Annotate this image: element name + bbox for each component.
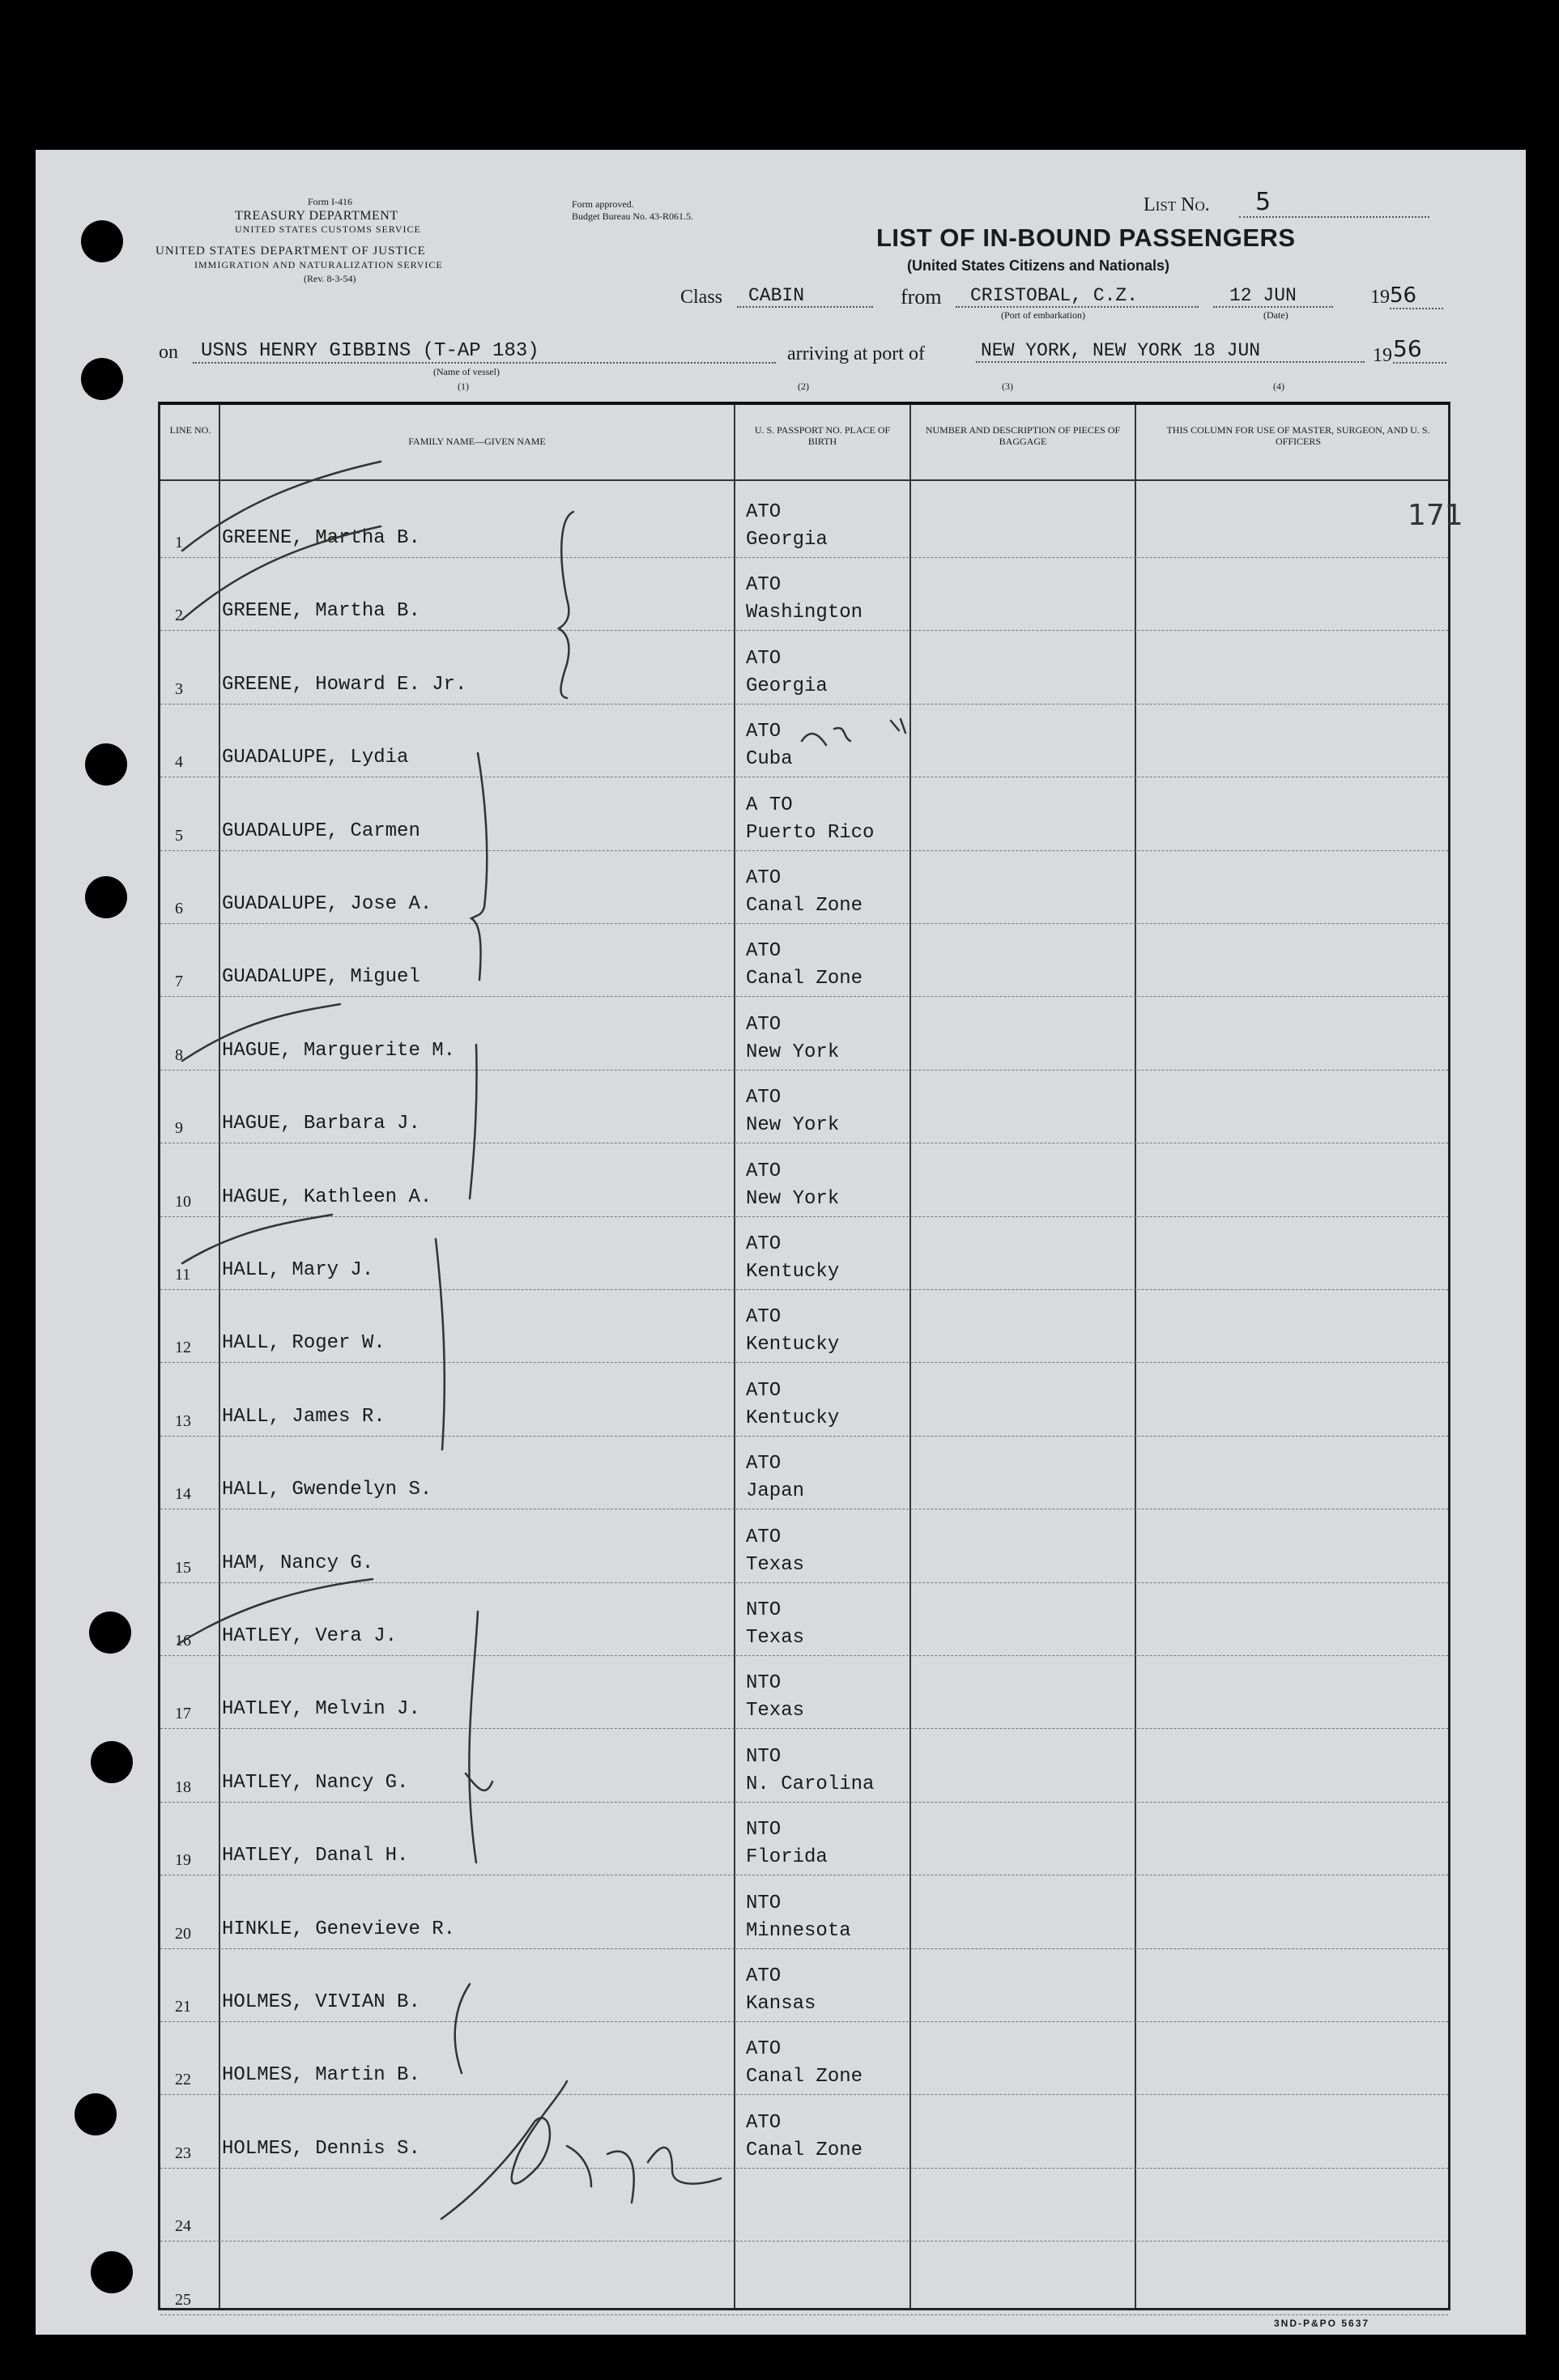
passport-code: ATO: [746, 1013, 782, 1036]
table-row: [160, 484, 1448, 558]
passenger-name: HATLEY, Vera J.: [222, 1625, 398, 1647]
passenger-name: HAGUE, Barbara J.: [222, 1113, 420, 1135]
passport-code: ATO: [746, 1453, 782, 1475]
passport-birthplace: [746, 1670, 804, 1725]
table-row: [160, 1509, 1448, 1583]
passport-code: ATO: [746, 1526, 782, 1548]
place-of-birth: Canal Zone: [746, 968, 863, 990]
passenger-name: HATLEY, Danal H.: [222, 1845, 409, 1867]
passport-birthplace: [746, 1158, 839, 1213]
passport-birthplace: [746, 1743, 874, 1799]
passenger-name: GREENE, Martha B.: [222, 527, 420, 549]
on-label: on: [159, 342, 178, 363]
col-number-2: (2): [798, 381, 809, 392]
line-number: 1: [175, 534, 183, 551]
passport-birthplace: [746, 1597, 804, 1652]
arrival-year: 56: [1393, 335, 1446, 364]
passport-birthplace: [746, 1377, 839, 1433]
table-row: [160, 1802, 1448, 1875]
place-of-birth: N. Carolina: [746, 1773, 875, 1795]
line-number: 4: [175, 753, 183, 772]
line-number: 10: [175, 1192, 191, 1211]
passenger-name: HOLMES, VIVIAN B.: [222, 1991, 420, 2013]
place-of-birth: New York: [746, 1114, 840, 1137]
place-of-birth: Florida: [746, 1846, 828, 1869]
passport-code: ATO: [746, 574, 782, 597]
table-row: [160, 2095, 1448, 2169]
passport-code: NTO: [746, 1745, 782, 1768]
passport-birthplace: [746, 792, 874, 847]
punch-hole: [75, 2093, 117, 2135]
line-number: 6: [175, 900, 183, 918]
place-of-birth: Kentucky: [746, 1334, 840, 1356]
date-value: 12 JUN: [1213, 285, 1333, 308]
table-row: [160, 1582, 1448, 1656]
table-row: [160, 631, 1448, 705]
passport-birthplace: [746, 1816, 828, 1871]
place-of-birth: Canal Zone: [746, 2066, 863, 2088]
column-header-officers: THIS COLUMN FOR USE OF MASTER, SURGEON, AND U. S. OFFICERS: [1166, 424, 1430, 447]
passport-code: ATO: [746, 501, 782, 523]
line-number: 20: [175, 1924, 191, 1943]
punch-hole: [85, 743, 127, 786]
passport-birthplace: [746, 499, 828, 554]
passport-code: ATO: [746, 647, 782, 670]
place-of-birth: Kentucky: [746, 1261, 840, 1283]
document-subtitle: (United States Citizens and Nationals): [907, 258, 1170, 274]
port-embark-caption: (Port of embarkation): [1001, 309, 1085, 321]
punch-hole: [81, 358, 123, 400]
passenger-name: GUADALUPE, Carmen: [222, 820, 420, 842]
year-value: 56: [1390, 283, 1443, 309]
place-of-birth: Cuba: [746, 748, 793, 771]
list-no-value: 5: [1239, 188, 1429, 218]
arrival-port: NEW YORK, NEW YORK 18 JUN: [976, 340, 1365, 363]
document-title: LIST OF IN-BOUND PASSENGERS: [876, 224, 1296, 252]
col-number-4: (4): [1273, 381, 1284, 392]
passenger-name: HALL, Gwendelyn S.: [222, 1479, 432, 1501]
passport-code: ATO: [746, 1379, 782, 1402]
place-of-birth: Puerto Rico: [746, 821, 875, 844]
budget-bureau: Budget Bureau No. 43-R061.5.: [572, 211, 693, 222]
place-of-birth: Texas: [746, 1553, 805, 1576]
table-row: [160, 2021, 1448, 2095]
passport-birthplace: [746, 1890, 851, 1945]
passport-code: NTO: [746, 1892, 782, 1914]
line-number: 18: [175, 1778, 191, 1796]
passport-code: ATO: [746, 1965, 782, 1987]
line-number: 13: [175, 1411, 191, 1430]
punch-hole: [85, 876, 127, 918]
passport-birthplace: [746, 938, 863, 993]
punch-hole: [91, 2251, 133, 2293]
column-header-line-no: LINE NO.: [169, 424, 211, 436]
line-number: 12: [175, 1339, 191, 1357]
from-value: CRISTOBAL, C.Z.: [956, 285, 1199, 308]
passport-birthplace: [746, 2036, 863, 2091]
place-of-birth: New York: [746, 1041, 840, 1063]
table-row: [160, 2242, 1448, 2315]
passenger-name: HOLMES, Martin B.: [222, 2064, 420, 2087]
footer-code: 3ND-P&PO 5637: [1274, 2318, 1370, 2329]
passport-birthplace: [746, 572, 863, 627]
column-header-name: FAMILY NAME—GIVEN NAME: [408, 436, 546, 447]
justice-label: UNITED STATES DEPARTMENT OF JUSTICE: [155, 245, 426, 258]
line-number: 23: [175, 2144, 191, 2162]
customs-label: UNITED STATES CUSTOMS SERVICE: [235, 224, 421, 235]
passenger-name: HALL, Roger W.: [222, 1332, 385, 1355]
rev-label: (Rev. 8-3-54): [304, 273, 356, 284]
passport-birthplace: [746, 1450, 804, 1505]
line-number: 7: [175, 973, 183, 991]
place-of-birth: Canal Zone: [746, 2139, 863, 2161]
passport-code: NTO: [746, 1672, 782, 1695]
line-number: 17: [175, 1705, 191, 1723]
passenger-name: HALL, Mary J.: [222, 1259, 374, 1281]
table-row: [160, 557, 1448, 631]
passenger-name: HALL, James R.: [222, 1405, 385, 1428]
line-number: 2: [175, 607, 183, 625]
passport-birthplace: [746, 1963, 816, 2018]
form-number: Form I-416: [308, 196, 352, 207]
place-of-birth: Kentucky: [746, 1407, 840, 1429]
line-number: 21: [175, 1998, 191, 2016]
table-row: [160, 1289, 1448, 1363]
vessel-caption: (Name of vessel): [433, 366, 500, 377]
passenger-name: GREENE, Martha B.: [222, 600, 420, 623]
passport-birthplace: [746, 865, 863, 920]
line-number: 16: [175, 1632, 191, 1650]
passport-birthplace: [746, 2110, 863, 2165]
line-number: 14: [175, 1485, 191, 1504]
place-of-birth: Japan: [746, 1480, 805, 1503]
passport-birthplace: [746, 1011, 839, 1067]
class-value: CABIN: [737, 285, 873, 308]
table-row: [160, 704, 1448, 777]
form-approved: Form approved.: [572, 198, 634, 210]
passport-birthplace: [746, 1304, 839, 1359]
passenger-name: GUADALUPE, Jose A.: [222, 893, 432, 915]
line-number: 8: [175, 1045, 183, 1064]
place-of-birth: Minnesota: [746, 1919, 851, 1942]
passport-birthplace: [746, 718, 793, 773]
table-row: [160, 777, 1448, 851]
header-divider: [160, 479, 1448, 481]
punch-hole: [89, 1612, 131, 1654]
line-number: 24: [175, 2217, 191, 2236]
passenger-name: GREENE, Howard E. Jr.: [222, 673, 467, 696]
from-label: from: [901, 285, 942, 309]
table-row: [160, 2168, 1448, 2242]
passport-code: NTO: [746, 1819, 782, 1841]
line-number: 22: [175, 2071, 191, 2089]
place-of-birth: Canal Zone: [746, 895, 863, 917]
passport-code: ATO: [746, 1306, 782, 1329]
table-row: [160, 1070, 1448, 1143]
passenger-name: HATLEY, Nancy G.: [222, 1771, 409, 1794]
column-header-baggage: NUMBER AND DESCRIPTION OF PIECES OF BAGGAGE: [925, 424, 1121, 447]
passenger-name: HAGUE, Marguerite M.: [222, 1039, 456, 1062]
col-number-1: (1): [458, 381, 469, 392]
year-prefix: 19: [1370, 287, 1390, 308]
passport-birthplace: [746, 1231, 839, 1286]
passport-code: NTO: [746, 1599, 782, 1621]
table-row: [160, 1948, 1448, 2022]
line-number: 5: [175, 826, 183, 845]
line-number: 9: [175, 1119, 183, 1138]
table-row: [160, 1216, 1448, 1290]
list-no-label: List No.: [1144, 194, 1210, 215]
passport-code: ATO: [746, 2038, 782, 2061]
date-caption: (Date): [1263, 309, 1289, 321]
table-row: [160, 1655, 1448, 1729]
table-row: [160, 850, 1448, 924]
punch-hole: [91, 1741, 133, 1783]
table-row: [160, 1436, 1448, 1509]
line-number: 3: [175, 679, 183, 698]
arrival-year-prefix: 19: [1373, 345, 1392, 366]
treasury-label: TREASURY DEPARTMENT: [235, 209, 398, 223]
passenger-name: GUADALUPE, Lydia: [222, 747, 409, 769]
line-number: 25: [175, 2290, 191, 2309]
passenger-table: [158, 402, 1450, 2310]
line-number: 19: [175, 1851, 191, 1870]
place-of-birth: Washington: [746, 602, 863, 624]
table-row: [160, 1143, 1448, 1217]
passport-code: ATO: [746, 2111, 782, 2134]
passenger-name: HOLMES, Dennis S.: [222, 2137, 420, 2160]
passport-code: ATO: [746, 1160, 782, 1182]
place-of-birth: Kansas: [746, 1993, 816, 2015]
passport-birthplace: [746, 1084, 839, 1139]
passenger-name: HATLEY, Melvin J.: [222, 1698, 420, 1721]
place-of-birth: Georgia: [746, 675, 828, 697]
table-row: [160, 923, 1448, 997]
passport-code: ATO: [746, 1087, 782, 1109]
passenger-name: HAM, Nancy G.: [222, 1552, 374, 1574]
punch-hole: [81, 220, 123, 262]
column-header-passport: U. S. PASSPORT NO. PLACE OF BIRTH: [754, 424, 891, 447]
arriving-label: arriving at port of: [787, 343, 925, 364]
table-row: [160, 997, 1448, 1071]
place-of-birth: Texas: [746, 1627, 805, 1649]
passenger-name: GUADALUPE, Miguel: [222, 966, 420, 989]
place-of-birth: Georgia: [746, 529, 828, 551]
passport-birthplace: [746, 1524, 804, 1579]
passenger-name: HAGUE, Kathleen A.: [222, 1186, 432, 1208]
passport-code: ATO: [746, 721, 782, 743]
page-stamp-number: 171: [1408, 499, 1463, 532]
vessel-name: USNS HENRY GIBBINS (T-AP 183): [193, 340, 776, 364]
passport-birthplace: [746, 645, 828, 700]
place-of-birth: New York: [746, 1187, 840, 1210]
col-number-3: (3): [1002, 381, 1013, 392]
passport-code: ATO: [746, 867, 782, 889]
line-number: 15: [175, 1558, 191, 1577]
passport-code: ATO: [746, 940, 782, 963]
class-label: Class: [680, 287, 723, 308]
ins-label: IMMIGRATION AND NATURALIZATION SERVICE: [194, 259, 443, 270]
table-row: [160, 1729, 1448, 1803]
passenger-name: HINKLE, Genevieve R.: [222, 1918, 456, 1940]
place-of-birth: Texas: [746, 1700, 805, 1722]
passport-code: A TO: [746, 794, 793, 816]
line-number: 11: [175, 1266, 191, 1284]
table-row: [160, 1363, 1448, 1437]
passport-code: ATO: [746, 1233, 782, 1255]
table-row: [160, 1875, 1448, 1949]
